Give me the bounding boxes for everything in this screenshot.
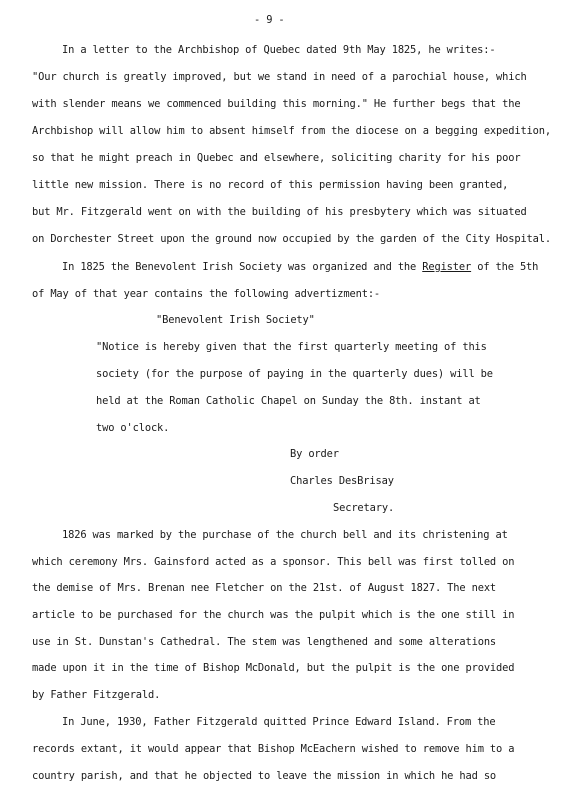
text-line: two o'clock.	[96, 422, 170, 434]
text-line: Secretary.	[333, 502, 395, 514]
text-line	[62, 261, 538, 274]
text-line: 1826 was marked by the purchase of the church bell and its christening at	[62, 529, 508, 541]
text-line: article to be purchased for the church was the pulpit which is the one still in	[32, 609, 515, 621]
text-line: In June, 1930, Father Fitzgerald quitted Prince Edward Island. From the	[62, 716, 496, 728]
text-line: on Dorchester Street upon the ground now occupied by the garden of the City Hospital.	[32, 233, 551, 245]
text-line: little new mission. There is no record of this permission having been granted,	[32, 179, 509, 191]
underlined-title: Register	[422, 261, 472, 273]
text-line: "Benevolent Irish Society"	[156, 314, 315, 326]
text-line: use in St. Dunstan's Cathedral. The stem was lengthened and some alterations	[32, 636, 497, 648]
page-number: - 9 -	[254, 14, 285, 26]
text-line: In a letter to the Archbishop of Quebec dated 9th May 1825, he writes:-	[62, 44, 496, 56]
text-line: so that he might preach in Quebec and elsewhere, soliciting charity for his poor	[32, 152, 521, 164]
text-line: with slender means we commenced building this morning." He further begs that the	[32, 98, 521, 110]
text-line: Archbishop will allow him to absent himself from the diocese on a begging expedition,	[32, 125, 551, 137]
text-line: which ceremony Mrs. Gainsford acted as a sponsor. This bell was first tolled on	[32, 556, 515, 568]
text-line: made upon it in the time of Bishop McDonald, but the pulpit is the one provided	[32, 662, 515, 674]
text-line: records extant, it would appear that Bishop McEachern wished to remove him to a	[32, 743, 515, 755]
text-segment: of the 5th	[471, 261, 539, 273]
text-segment: In 1825 the Benevolent Irish Society was organized and the	[62, 261, 423, 273]
text-line: by Father Fitzgerald.	[32, 689, 161, 701]
text-line: "Notice is hereby given that the first quarterly meeting of this	[96, 341, 487, 353]
text-line: "Our church is greatly improved, but we stand in need of a parochial house, which	[32, 71, 527, 83]
text-line: country parish, and that he objected to leave the mission in which he had so	[32, 770, 497, 782]
text-line: held at the Roman Catholic Chapel on Sunday the 8th. instant at	[96, 395, 481, 407]
text-line: the demise of Mrs. Brenan nee Fletcher on the 21st. of August 1827. The next	[32, 582, 497, 594]
text-line: society (for the purpose of paying in the quarterly dues) will be	[96, 368, 493, 380]
text-line: Charles DesBrisay	[290, 475, 394, 487]
text-line: but Mr. Fitzgerald went on with the building of his presbytery which was situated	[32, 206, 527, 218]
text-line: of May of that year contains the following advertizment:-	[32, 288, 381, 300]
text-line: By order	[290, 448, 339, 460]
